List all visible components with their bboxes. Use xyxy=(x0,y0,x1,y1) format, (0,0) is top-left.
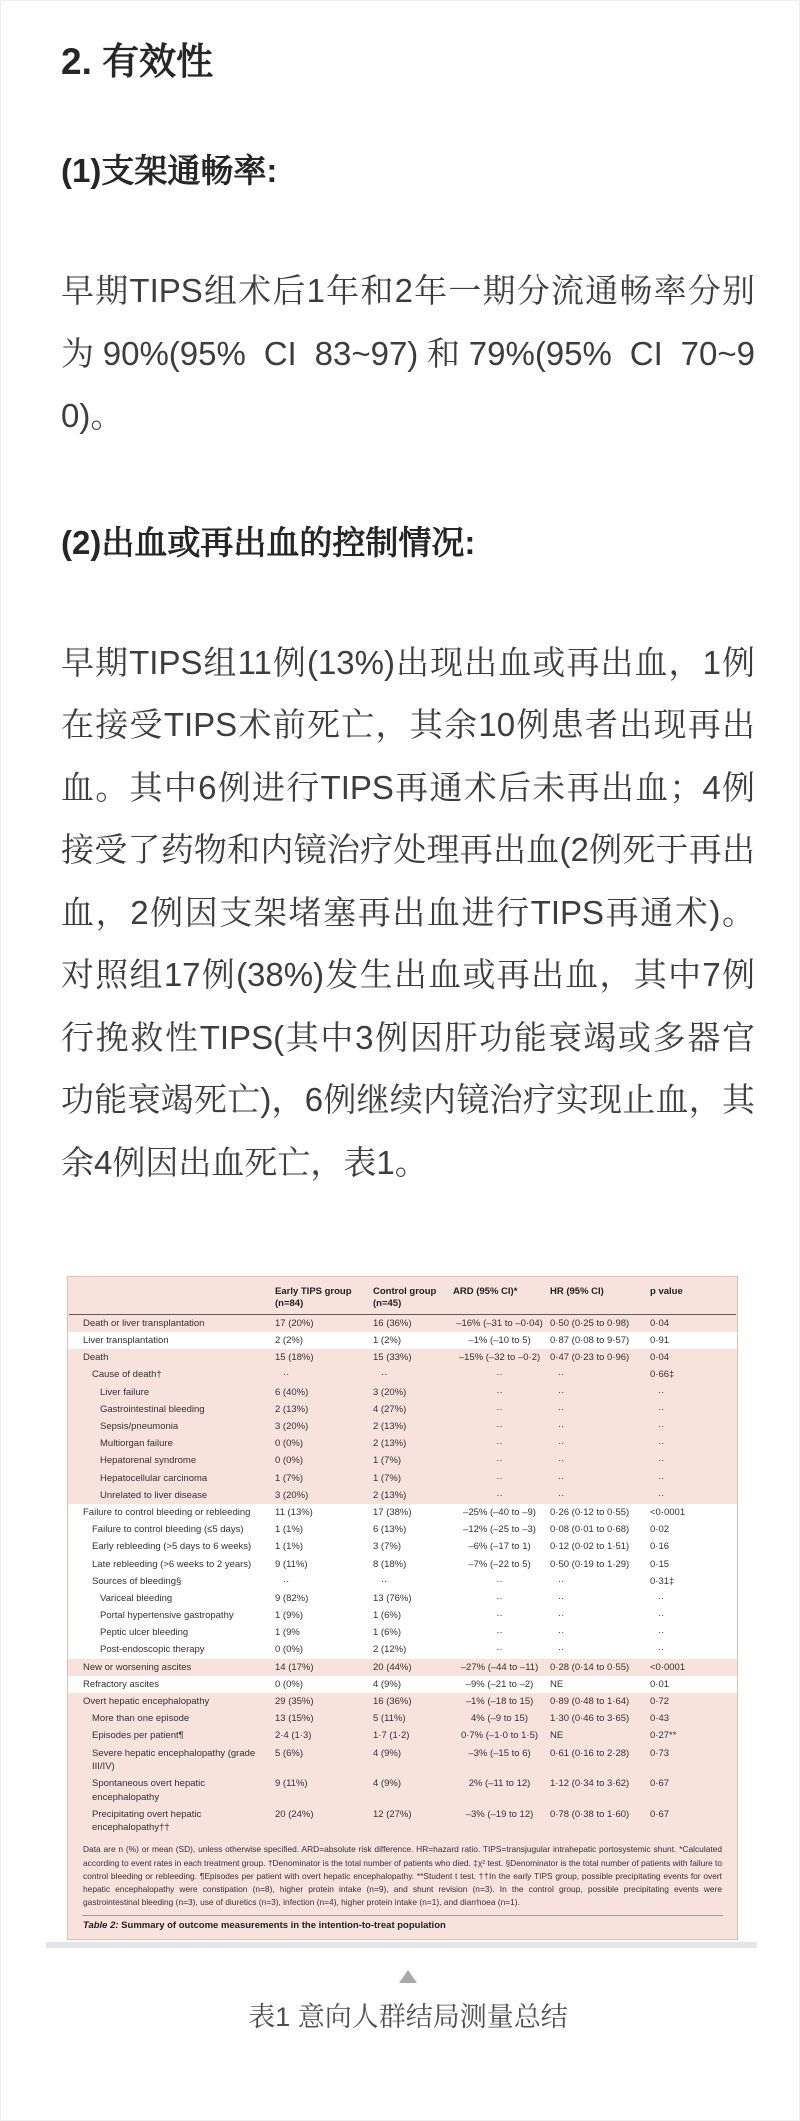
cell-value: ·· xyxy=(381,1575,388,1587)
table-row xyxy=(68,1349,737,1366)
table-caption-text: Summary of outcome measurements in the intention-to-treat population xyxy=(118,1920,446,1932)
cell-value: ·· xyxy=(558,1421,565,1433)
page-title: 2. 有效性 xyxy=(61,41,214,82)
table-row xyxy=(68,1384,737,1401)
table-row xyxy=(68,1710,737,1727)
cell-value: ·· xyxy=(496,1627,503,1639)
cell-value: 0 (0%) xyxy=(275,1644,303,1656)
row-label: Death or liver transplantation xyxy=(83,1317,205,1329)
cell-value: 0·91 xyxy=(650,1335,670,1347)
table-row xyxy=(68,1453,737,1470)
cell-value: ·· xyxy=(558,1438,565,1450)
cell-value: <0·0001 xyxy=(650,1506,686,1518)
cell-value: 3 (20%) xyxy=(373,1386,407,1398)
cell-value: 0·73 xyxy=(650,1747,670,1759)
table-row xyxy=(68,1642,737,1659)
cell-value: 0·43 xyxy=(650,1713,670,1725)
cell-value: 0·67 xyxy=(650,1808,670,1820)
cell-value: 29 (35%) xyxy=(275,1696,314,1708)
cell-value: 2·4 (1·3) xyxy=(275,1730,312,1742)
row-label: Precipitating overt hepatic encephalopathy†† xyxy=(92,1808,202,1834)
cell-value: 1 (7%) xyxy=(373,1455,401,1467)
cell-value: ·· xyxy=(496,1472,503,1484)
cell-value: ·· xyxy=(658,1438,665,1450)
cell-value: 0 (0%) xyxy=(275,1678,303,1690)
row-label: Peptic ulcer bleeding xyxy=(100,1627,189,1639)
cell-value: ·· xyxy=(558,1627,565,1639)
cell-value: ·· xyxy=(496,1455,503,1467)
cell-value: –3% (–15 to 6) xyxy=(468,1747,531,1759)
section-heading-2: (2)出血或再出血的控制情况: xyxy=(61,523,476,561)
cell-value: –7% (–22 to 5) xyxy=(468,1558,531,1570)
cell-value: 0·7% (–1·0 to 1·5) xyxy=(460,1730,539,1742)
figure-bottom-shadow xyxy=(46,1942,757,1948)
cell-value: 0 (0%) xyxy=(275,1438,303,1450)
cell-value: –15% (–32 to –0·2) xyxy=(458,1352,541,1364)
cell-value: 0·67 xyxy=(650,1778,670,1790)
cell-value: ·· xyxy=(496,1610,503,1622)
column-header-hr: HR (95% CI) xyxy=(550,1286,604,1297)
cell-value: 1 (7%) xyxy=(275,1472,303,1484)
table-footnote: Data are n (%) or mean (SD), unless otherwise specified. ARD=absolute risk difference. HR=hazard ratio. TIPS=transjugular intrahepatic portosystemic shunt. *Calculated according to event rates in each treatment group. †Denominator is the total number of patients who died. ‡χ² test. §Denominator is the total number of patients with failure to control bleeding or rebleeding. ¶Episodes per patient with overt hepatic encephalopathy. **Student t test. ††In the early TIPS group, possible precipitating events for overt hepatic encephalopathy were constipation (n=8), higher protein intake (n=9), and shunt revision (n=3). In the control group, possible precipitating events were gastrointestinal bleeding (n=3), use of diuretics (n=3), infection (n=4), higher protein intake (n=1), and diarrhoea (n=1). xyxy=(83,1844,722,1908)
row-label: Death xyxy=(83,1352,109,1364)
cell-value: 0·04 xyxy=(650,1352,670,1364)
cell-value: ·· xyxy=(496,1489,503,1501)
cell-value: 4 (9%) xyxy=(373,1778,401,1790)
row-label: Cause of death† xyxy=(92,1369,162,1381)
cell-value: 0·27** xyxy=(650,1730,677,1742)
row-label: Gastrointestinal bleeding xyxy=(100,1403,205,1415)
cell-value: 20 (24%) xyxy=(275,1808,314,1820)
row-label: Refractory ascites xyxy=(83,1678,160,1690)
table-row xyxy=(68,1590,737,1607)
cell-value: 0 (0%) xyxy=(275,1455,303,1467)
cell-value: 9 (82%) xyxy=(275,1592,309,1604)
cell-value: 6 (13%) xyxy=(373,1524,407,1536)
row-label: Spontaneous overt hepatic encephalopathy xyxy=(92,1778,206,1803)
column-header-control: Control group (n=45) xyxy=(373,1286,437,1309)
cell-value: ·· xyxy=(283,1369,290,1381)
table-row xyxy=(68,1487,737,1504)
cell-value: 9 (11%) xyxy=(275,1558,308,1570)
cell-value: ·· xyxy=(658,1421,665,1433)
cell-value: 0·28 (0·14 to 0·55) xyxy=(550,1661,630,1673)
table-row xyxy=(68,1332,737,1349)
collapse-arrow-icon[interactable] xyxy=(399,1970,417,1983)
cell-value: 0·15 xyxy=(650,1558,670,1570)
table-row xyxy=(68,1401,737,1418)
cell-value: ·· xyxy=(283,1575,290,1587)
row-label: Variceal bleeding xyxy=(100,1592,173,1604)
cell-value: 0·01 xyxy=(650,1678,670,1690)
table-header-row xyxy=(68,1277,737,1314)
row-label: Unrelated to liver disease xyxy=(100,1489,208,1501)
cell-value: 2 (13%) xyxy=(275,1403,309,1415)
cell-value: –27% (–44 to –11) xyxy=(460,1661,539,1673)
outcomes-table-figure xyxy=(67,1276,738,1940)
cell-value: ·· xyxy=(658,1403,665,1415)
cell-value: 1 (9% xyxy=(275,1627,300,1639)
cell-value: 2 (13%) xyxy=(373,1438,407,1450)
cell-value: ·· xyxy=(558,1592,565,1604)
cell-value: 1 (1%) xyxy=(275,1524,303,1536)
cell-value: 2% (–11 to 12) xyxy=(468,1778,531,1790)
cell-value: –12% (–25 to –3) xyxy=(463,1524,536,1536)
cell-value: ·· xyxy=(381,1369,388,1381)
table-row xyxy=(68,1806,737,1837)
cell-value: 0·04 xyxy=(650,1317,670,1329)
cell-value: –1% (–10 to 5) xyxy=(468,1335,531,1347)
row-label: New or worsening ascites xyxy=(83,1661,192,1673)
row-label: Post-endoscopic therapy xyxy=(100,1644,205,1656)
cell-value: ·· xyxy=(658,1489,665,1501)
cell-value: ·· xyxy=(496,1575,503,1587)
table-row xyxy=(68,1624,737,1641)
table-row xyxy=(68,1573,737,1590)
cell-value: 1·7 (1·2) xyxy=(373,1730,410,1742)
table-row xyxy=(68,1775,737,1806)
cell-value: 1·30 (0·46 to 3·65) xyxy=(550,1713,630,1725)
cell-value: 16 (36%) xyxy=(373,1696,412,1708)
cell-value: ·· xyxy=(496,1369,503,1381)
cell-value: 16 (36%) xyxy=(373,1317,412,1329)
cell-value: ·· xyxy=(496,1644,503,1656)
cell-value: –3% (–19 to 12) xyxy=(465,1808,534,1820)
cell-value: 9 (11%) xyxy=(275,1778,308,1790)
cell-value: –6% (–17 to 1) xyxy=(468,1541,531,1553)
row-label: Failure to control bleeding or rebleeding xyxy=(83,1506,251,1518)
row-label: Episodes per patient¶ xyxy=(92,1730,184,1742)
column-header-ard: ARD (95% CI)* xyxy=(453,1286,518,1297)
column-header-early-tips: Early TIPS group (n=84) xyxy=(275,1286,352,1309)
cell-value: 1 (7%) xyxy=(373,1472,401,1484)
cell-value: 0·26 (0·12 to 0·55) xyxy=(550,1506,630,1518)
cell-value: 17 (38%) xyxy=(373,1506,412,1518)
cell-value: –25% (–40 to –9) xyxy=(463,1506,536,1518)
cell-value: 1 (2%) xyxy=(373,1335,401,1347)
cell-value: ·· xyxy=(496,1421,503,1433)
cell-value: 1 (9%) xyxy=(275,1610,303,1622)
cell-value: 0·12 (0·02 to 1·51) xyxy=(550,1541,630,1553)
cell-value: ·· xyxy=(558,1472,565,1484)
table-row xyxy=(68,1521,737,1538)
row-label: Severe hepatic encephalopathy (grade III/IV) xyxy=(92,1747,256,1772)
cell-value: ·· xyxy=(558,1575,565,1587)
table-caption xyxy=(83,1916,722,1939)
cell-value: 0·72 xyxy=(650,1696,670,1708)
row-label: Hepatorenal syndrome xyxy=(100,1455,197,1467)
column-header-pvalue: p value xyxy=(650,1286,683,1297)
cell-value: 13 (76%) xyxy=(373,1592,412,1604)
cell-value: 3 (7%) xyxy=(373,1541,401,1553)
row-label: Liver transplantation xyxy=(83,1335,169,1347)
cell-value: 0·66‡ xyxy=(650,1369,675,1381)
cell-value: 0·89 (0·48 to 1·64) xyxy=(550,1696,630,1708)
cell-value: 5 (6%) xyxy=(275,1747,303,1759)
row-label: Multiorgan failure xyxy=(100,1438,173,1450)
cell-value: ·· xyxy=(558,1489,565,1501)
cell-value: 1 (1%) xyxy=(275,1541,303,1553)
cell-value: ·· xyxy=(658,1592,665,1604)
cell-value: 0·31‡ xyxy=(650,1575,675,1587)
cell-value: 1 (6%) xyxy=(373,1610,401,1622)
table-row xyxy=(68,1556,737,1573)
cell-value: ·· xyxy=(658,1610,665,1622)
row-label: Late rebleeding (>6 weeks to 2 years) xyxy=(92,1558,252,1570)
cell-value: 20 (44%) xyxy=(373,1661,412,1673)
paragraph-2: 早期TIPS组11例(13%)出现出血或再出血，1例在接受TIPS术前死亡，其余10例患者出现再出血。其中6例进行TIPS再通术后未再出血；4例接受了药物和内镜治疗处理再出血(2例死于再出血，2例因支架堵塞再出血进行TIPS再通术)。对照组17例(38%)发生出血或再出血，其中7例行挽救性TIPS(其中3例因肝功能衰竭或多器官功能衰竭死亡)，6例继续内镜治疗实现止血，其余4例因出血死亡，表1。 xyxy=(61,643,755,1181)
row-label: Failure to control bleeding (≤5 days) xyxy=(92,1524,244,1536)
row-label: Sources of bleeding§ xyxy=(92,1575,182,1587)
cell-value: 0·50 (0·25 to 0·98) xyxy=(550,1317,630,1329)
cell-value: ·· xyxy=(658,1472,665,1484)
cell-value: 15 (18%) xyxy=(275,1352,314,1364)
cell-value: NE xyxy=(550,1678,564,1690)
cell-value: 11 (13%) xyxy=(275,1506,313,1518)
row-label: Liver failure xyxy=(100,1386,150,1398)
table-row xyxy=(68,1504,737,1521)
cell-value: ·· xyxy=(658,1644,665,1656)
table-row xyxy=(68,1728,737,1745)
cell-value: ·· xyxy=(496,1403,503,1415)
cell-value: ·· xyxy=(658,1627,665,1639)
cell-value: 0·02 xyxy=(650,1524,670,1536)
table-caption-prefix: Table 2: xyxy=(83,1920,119,1932)
cell-value: 1·12 (0·34 to 3·62) xyxy=(550,1778,630,1790)
table-row xyxy=(68,1470,737,1487)
cell-value: ·· xyxy=(558,1369,565,1381)
cell-value: ·· xyxy=(658,1455,665,1467)
row-label: More than one episode xyxy=(92,1713,190,1725)
cell-value: <0·0001 xyxy=(650,1661,686,1673)
cell-value: 8 (18%) xyxy=(373,1558,407,1570)
section-heading-1: (1)支架通畅率: xyxy=(61,152,278,189)
cell-value: 13 (15%) xyxy=(275,1713,314,1725)
cell-value: 0·87 (0·08 to 9·57) xyxy=(550,1335,630,1347)
cell-value: 4 (27%) xyxy=(373,1403,407,1415)
cell-value: –1% (–18 to 15) xyxy=(465,1696,534,1708)
cell-value: ·· xyxy=(558,1610,565,1622)
cell-value: 15 (33%) xyxy=(373,1352,412,1364)
cell-value: 17 (20%) xyxy=(275,1317,314,1329)
row-label: Hepatocellular carcinoma xyxy=(100,1472,208,1484)
cell-value: ·· xyxy=(496,1592,503,1604)
cell-value: –16% (–31 to –0·04) xyxy=(456,1317,543,1329)
cell-value: ·· xyxy=(658,1386,665,1398)
row-label: Early rebleeding (>5 days to 6 weeks) xyxy=(92,1541,252,1553)
cell-value: 5 (11%) xyxy=(373,1713,406,1725)
table-row xyxy=(68,1693,737,1710)
cell-value: 4 (9%) xyxy=(373,1747,401,1759)
figure-caption: 表1 意向人群结局测量总结 xyxy=(248,2002,568,2033)
cell-value: 14 (17%) xyxy=(275,1661,314,1673)
cell-value: ·· xyxy=(558,1386,565,1398)
cell-value: 0·50 (0·19 to 1·29) xyxy=(550,1558,630,1570)
cell-value: 6 (40%) xyxy=(275,1386,309,1398)
cell-value: 2 (2%) xyxy=(275,1335,303,1347)
cell-value: ·· xyxy=(558,1455,565,1467)
cell-value: 2 (13%) xyxy=(373,1421,407,1433)
cell-value: 0·08 (0·01 to 0·68) xyxy=(550,1524,630,1536)
cell-value: 0·61 (0·16 to 2·28) xyxy=(550,1747,630,1759)
cell-value: ·· xyxy=(558,1403,565,1415)
table-row xyxy=(68,1659,737,1676)
table-row xyxy=(68,1607,737,1624)
cell-value: 3 (20%) xyxy=(275,1489,309,1501)
table-row xyxy=(68,1538,737,1555)
table-row xyxy=(68,1676,737,1693)
cell-value: 3 (20%) xyxy=(275,1421,309,1433)
cell-value: 2 (13%) xyxy=(373,1489,407,1501)
cell-value: ·· xyxy=(558,1644,565,1656)
cell-value: 12 (27%) xyxy=(373,1808,412,1820)
cell-value: 2 (12%) xyxy=(373,1644,407,1656)
table-row xyxy=(68,1435,737,1452)
cell-value: 0·16 xyxy=(650,1541,670,1553)
table-body xyxy=(68,1315,737,1836)
cell-value: 4% (–9 to 15) xyxy=(470,1713,529,1725)
table-row xyxy=(68,1745,737,1776)
table-row xyxy=(68,1367,737,1384)
row-label: Sepsis/pneumonia xyxy=(100,1421,179,1433)
cell-value: ·· xyxy=(496,1438,503,1450)
cell-value: ·· xyxy=(496,1386,503,1398)
column-header-empty xyxy=(83,1286,275,1309)
cell-value: 1 (6%) xyxy=(373,1627,401,1639)
row-label: Portal hypertensive gastropathy xyxy=(100,1610,234,1622)
cell-value: 0·78 (0·38 to 1·60) xyxy=(550,1808,630,1820)
cell-value: NE xyxy=(550,1730,564,1742)
row-label: Overt hepatic encephalopathy xyxy=(83,1696,210,1708)
cell-value: 4 (9%) xyxy=(373,1678,401,1690)
table-row xyxy=(68,1418,737,1435)
cell-value: 0·47 (0·23 to 0·96) xyxy=(550,1352,630,1364)
paragraph-1: 早期TIPS组术后1年和2年一期分流通畅率分别为90%(95% CI 83~97)和79%(95% CI 70~90)。 xyxy=(61,272,755,434)
table-row xyxy=(68,1315,737,1332)
cell-value: –9% (–21 to –2) xyxy=(465,1678,534,1690)
